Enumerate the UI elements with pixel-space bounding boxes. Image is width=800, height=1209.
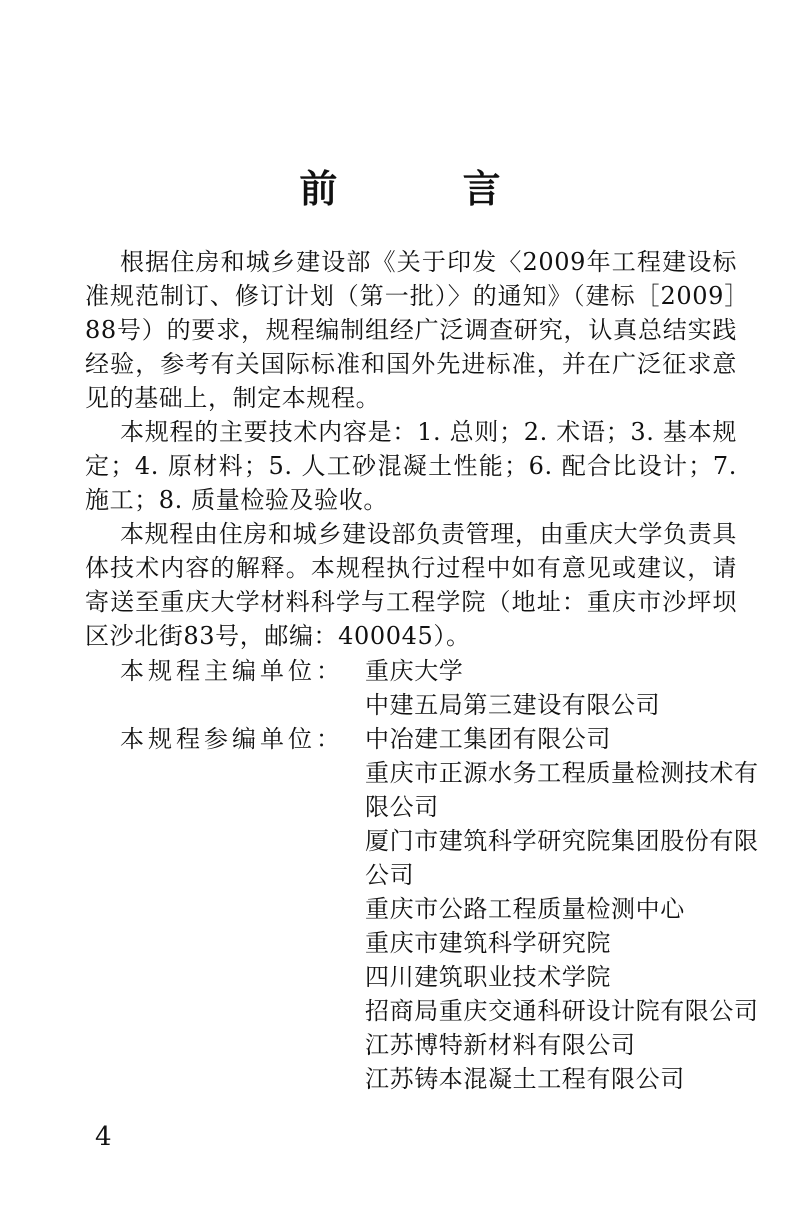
unit-item: 中建五局第三建设有限公司	[365, 691, 661, 719]
unit-item: 中冶建工集团有限公司	[365, 725, 611, 753]
page-number: 4	[95, 1122, 112, 1152]
unit-item: 江苏博特新材料有限公司	[365, 1031, 636, 1059]
unit-item: 四川建筑职业技术学院	[365, 963, 611, 991]
unit-item: 重庆市正源水务工程质量检测技术有限公司	[365, 759, 759, 821]
unit-item: 重庆市公路工程质量检测中心	[365, 895, 685, 923]
participating-editor-label: 本规程参编单位：	[120, 725, 344, 753]
participating-editor-units	[120, 722, 761, 1096]
unit-item: 江苏铸本混凝土工程有限公司	[365, 1065, 685, 1093]
chief-editor-label: 本规程主编单位：	[120, 657, 344, 685]
paragraph: 本规程的主要技术内容是：1. 总则；2. 术语；3. 基本规定；4. 原材料；5. 人工砂混凝土性能；6. 配合比设计；7. 施工；8. 质量检验及验收。	[85, 418, 737, 514]
page-title: 前 言	[299, 166, 557, 211]
unit-item: 招商局重庆交通科研设计院有限公司	[365, 997, 759, 1025]
unit-item: 重庆市建筑科学研究院	[365, 929, 611, 957]
preface-body	[85, 245, 737, 653]
paragraph: 本规程由住房和城乡建设部负责管理，由重庆大学负责具体技术内容的解释。本规程执行过程中如有意见或建议，请寄送至重庆大学材料科学与工程学院（地址：重庆市沙坪坝区沙北街83号，邮编：400045）。	[85, 520, 737, 650]
unit-item: 重庆大学	[365, 657, 464, 685]
editor-units	[120, 654, 761, 1096]
paragraph: 根据住房和城乡建设部《关于印发〈2009年工程建设标准规范制订、修订计划（第一批）〉的通知》（建标［2009］88号）的要求，规程编制组经广泛调查研究，认真总结实践经验，参考有关国际标准和国外先进标准，并在广泛征求意见的基础上，制定本规程。	[85, 248, 737, 412]
chief-editor-units	[120, 654, 761, 722]
unit-item: 厦门市建筑科学研究院集团股份有限公司	[365, 827, 759, 889]
